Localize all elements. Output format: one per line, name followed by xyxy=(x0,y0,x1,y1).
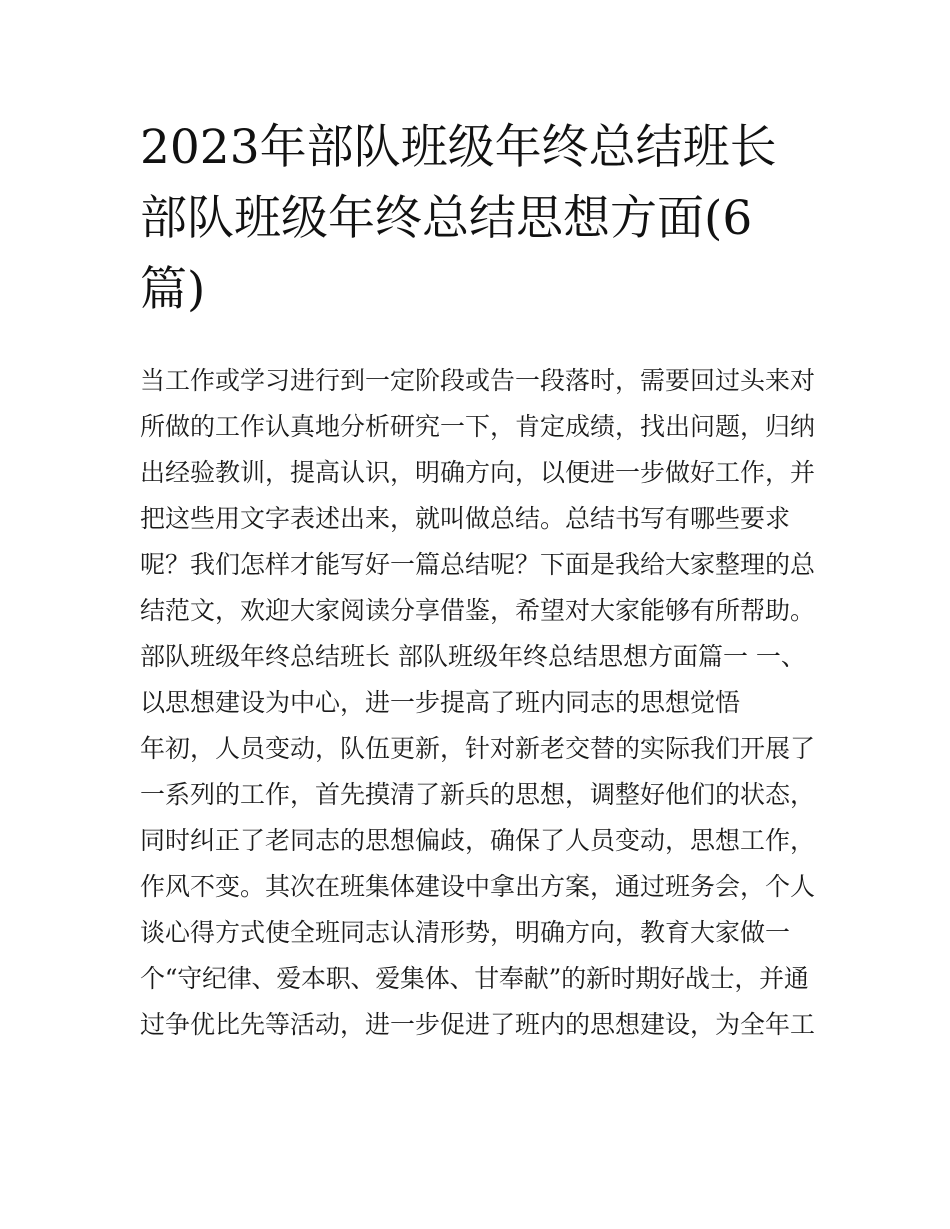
title-line-2: 部队班级年终总结思想方面(6 xyxy=(140,191,753,246)
body-line-8: 以思想建设为中心，进一步提高了班内同志的思想觉悟 xyxy=(140,688,741,717)
document-body xyxy=(140,358,815,1048)
body-line-9: 年初，人员变动，队伍更新，针对新老交替的实际我们开展了 xyxy=(140,734,816,763)
title-line-3: 篇) xyxy=(140,262,206,317)
body-line-5: 呢？我们怎样才能写好一篇总结呢？下面是我给大家整理的总 xyxy=(140,550,816,579)
body-line-13: 谈心得方式使全班同志认清形势，明确方向，教育大家做一 xyxy=(140,918,791,947)
body-line-7: 部队班级年终总结班长 部队班级年终总结思想方面篇一 一、 xyxy=(140,642,806,671)
body-line-14: 个“守纪律、爱本职、爱集体、甘奉献”的新时期好战士，并通 xyxy=(140,964,809,993)
body-line-15: 过争优比先等活动，进一步促进了班内的思想建设，为全年工 xyxy=(140,1010,816,1039)
body-line-1: 当工作或学习进行到一定阶段或告一段落时，需要回过头来对 xyxy=(140,366,816,395)
body-line-12: 作风不变。其次在班集体建设中拿出方案，通过班务会，个人 xyxy=(140,872,816,901)
body-line-6: 结范文，欢迎大家阅读分享借鉴，希望对大家能够有所帮助。 xyxy=(140,596,816,625)
body-line-3: 出经验教训，提高认识，明确方向，以便进一步做好工作，并 xyxy=(140,458,816,487)
body-line-11: 同时纠正了老同志的思想偏歧，确保了人员变动，思想工作， xyxy=(140,826,816,855)
body-line-2: 所做的工作认真地分析研究一下，肯定成绩，找出问题，归纳 xyxy=(140,412,816,441)
document-title xyxy=(140,112,815,325)
body-line-4: 把这些用文字表述出来，就叫做总结。总结书写有哪些要求 xyxy=(140,504,791,533)
title-line-1: 2023年部队班级年终总结班长 xyxy=(140,120,777,175)
body-line-10: 一系列的工作，首先摸清了新兵的思想，调整好他们的状态， xyxy=(140,780,816,809)
